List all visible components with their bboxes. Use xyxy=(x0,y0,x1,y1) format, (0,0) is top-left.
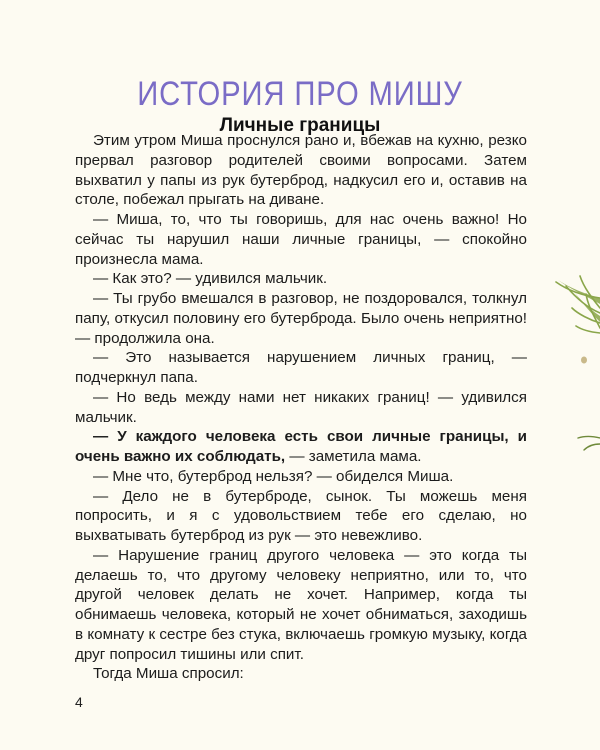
chapter-title: ИСТОРИЯ ПРО МИШУ xyxy=(137,74,463,113)
page-number: 4 xyxy=(75,694,83,710)
leaf-icon xyxy=(556,276,600,333)
paragraph: — Это называется нарушением личных границ, — подчеркнул папа. xyxy=(75,349,527,386)
paragraph: — Как это? — удивился мальчик. xyxy=(93,270,328,288)
paragraph: — Миша, то, что ты говоришь, для нас очень важно! Но сейчас ты нарушил наши личные границы, — спокойно произнесла мама. xyxy=(75,211,527,268)
paragraph: — Дело не в бутерброде, сынок. Ты можешь меня попросить, и я с удовольствием тебе его сделаю, но выхватывать бутерброд из рук — это невежливо. xyxy=(75,487,527,544)
plant-leaves-illustration xyxy=(530,268,600,468)
story-text xyxy=(75,131,527,684)
emphasis-text: — У каждого человека есть свои личные границы, и очень важно их соблюдать, xyxy=(75,428,527,465)
paragraph: — Ты грубо вмешался в разговор, не поздоровался, толкнул папу, откусил половину его бутерброда. Было очень неприятно! — продолжила она. xyxy=(75,290,527,347)
paragraph-tail: — заметила мама. xyxy=(285,448,422,465)
paragraph: — Нарушение границ другого человека — это когда ты делаешь то, что другому человеку неприятно, или то, что другой человек делать не хочет. Например, когда ты обнимаешь человека, который не хочет обниматься, заходишь в комнату к сестре без стука, включаешь громкую музыку, когда друг попросил тишины или спит. xyxy=(75,546,527,663)
paragraph: Этим утром Миша проснулся рано и, вбежав на кухню, резко прервал разговор родителей своими вопросами. Затем выхватил у папы из рук бутерброд, надкусил его и, оставив на столе, побежал прыгать на диване. xyxy=(75,132,527,209)
paragraph: — Мне что, бутерброд нельзя? — обиделся Миша. xyxy=(93,467,454,485)
paragraph-emphasis xyxy=(75,427,527,467)
paragraph: — Но ведь между нами нет никаких границ! — удивился мальчик. xyxy=(75,388,527,426)
section-subtitle: Личные границы xyxy=(219,114,381,136)
paragraph: Тогда Миша спросил: xyxy=(93,665,244,683)
